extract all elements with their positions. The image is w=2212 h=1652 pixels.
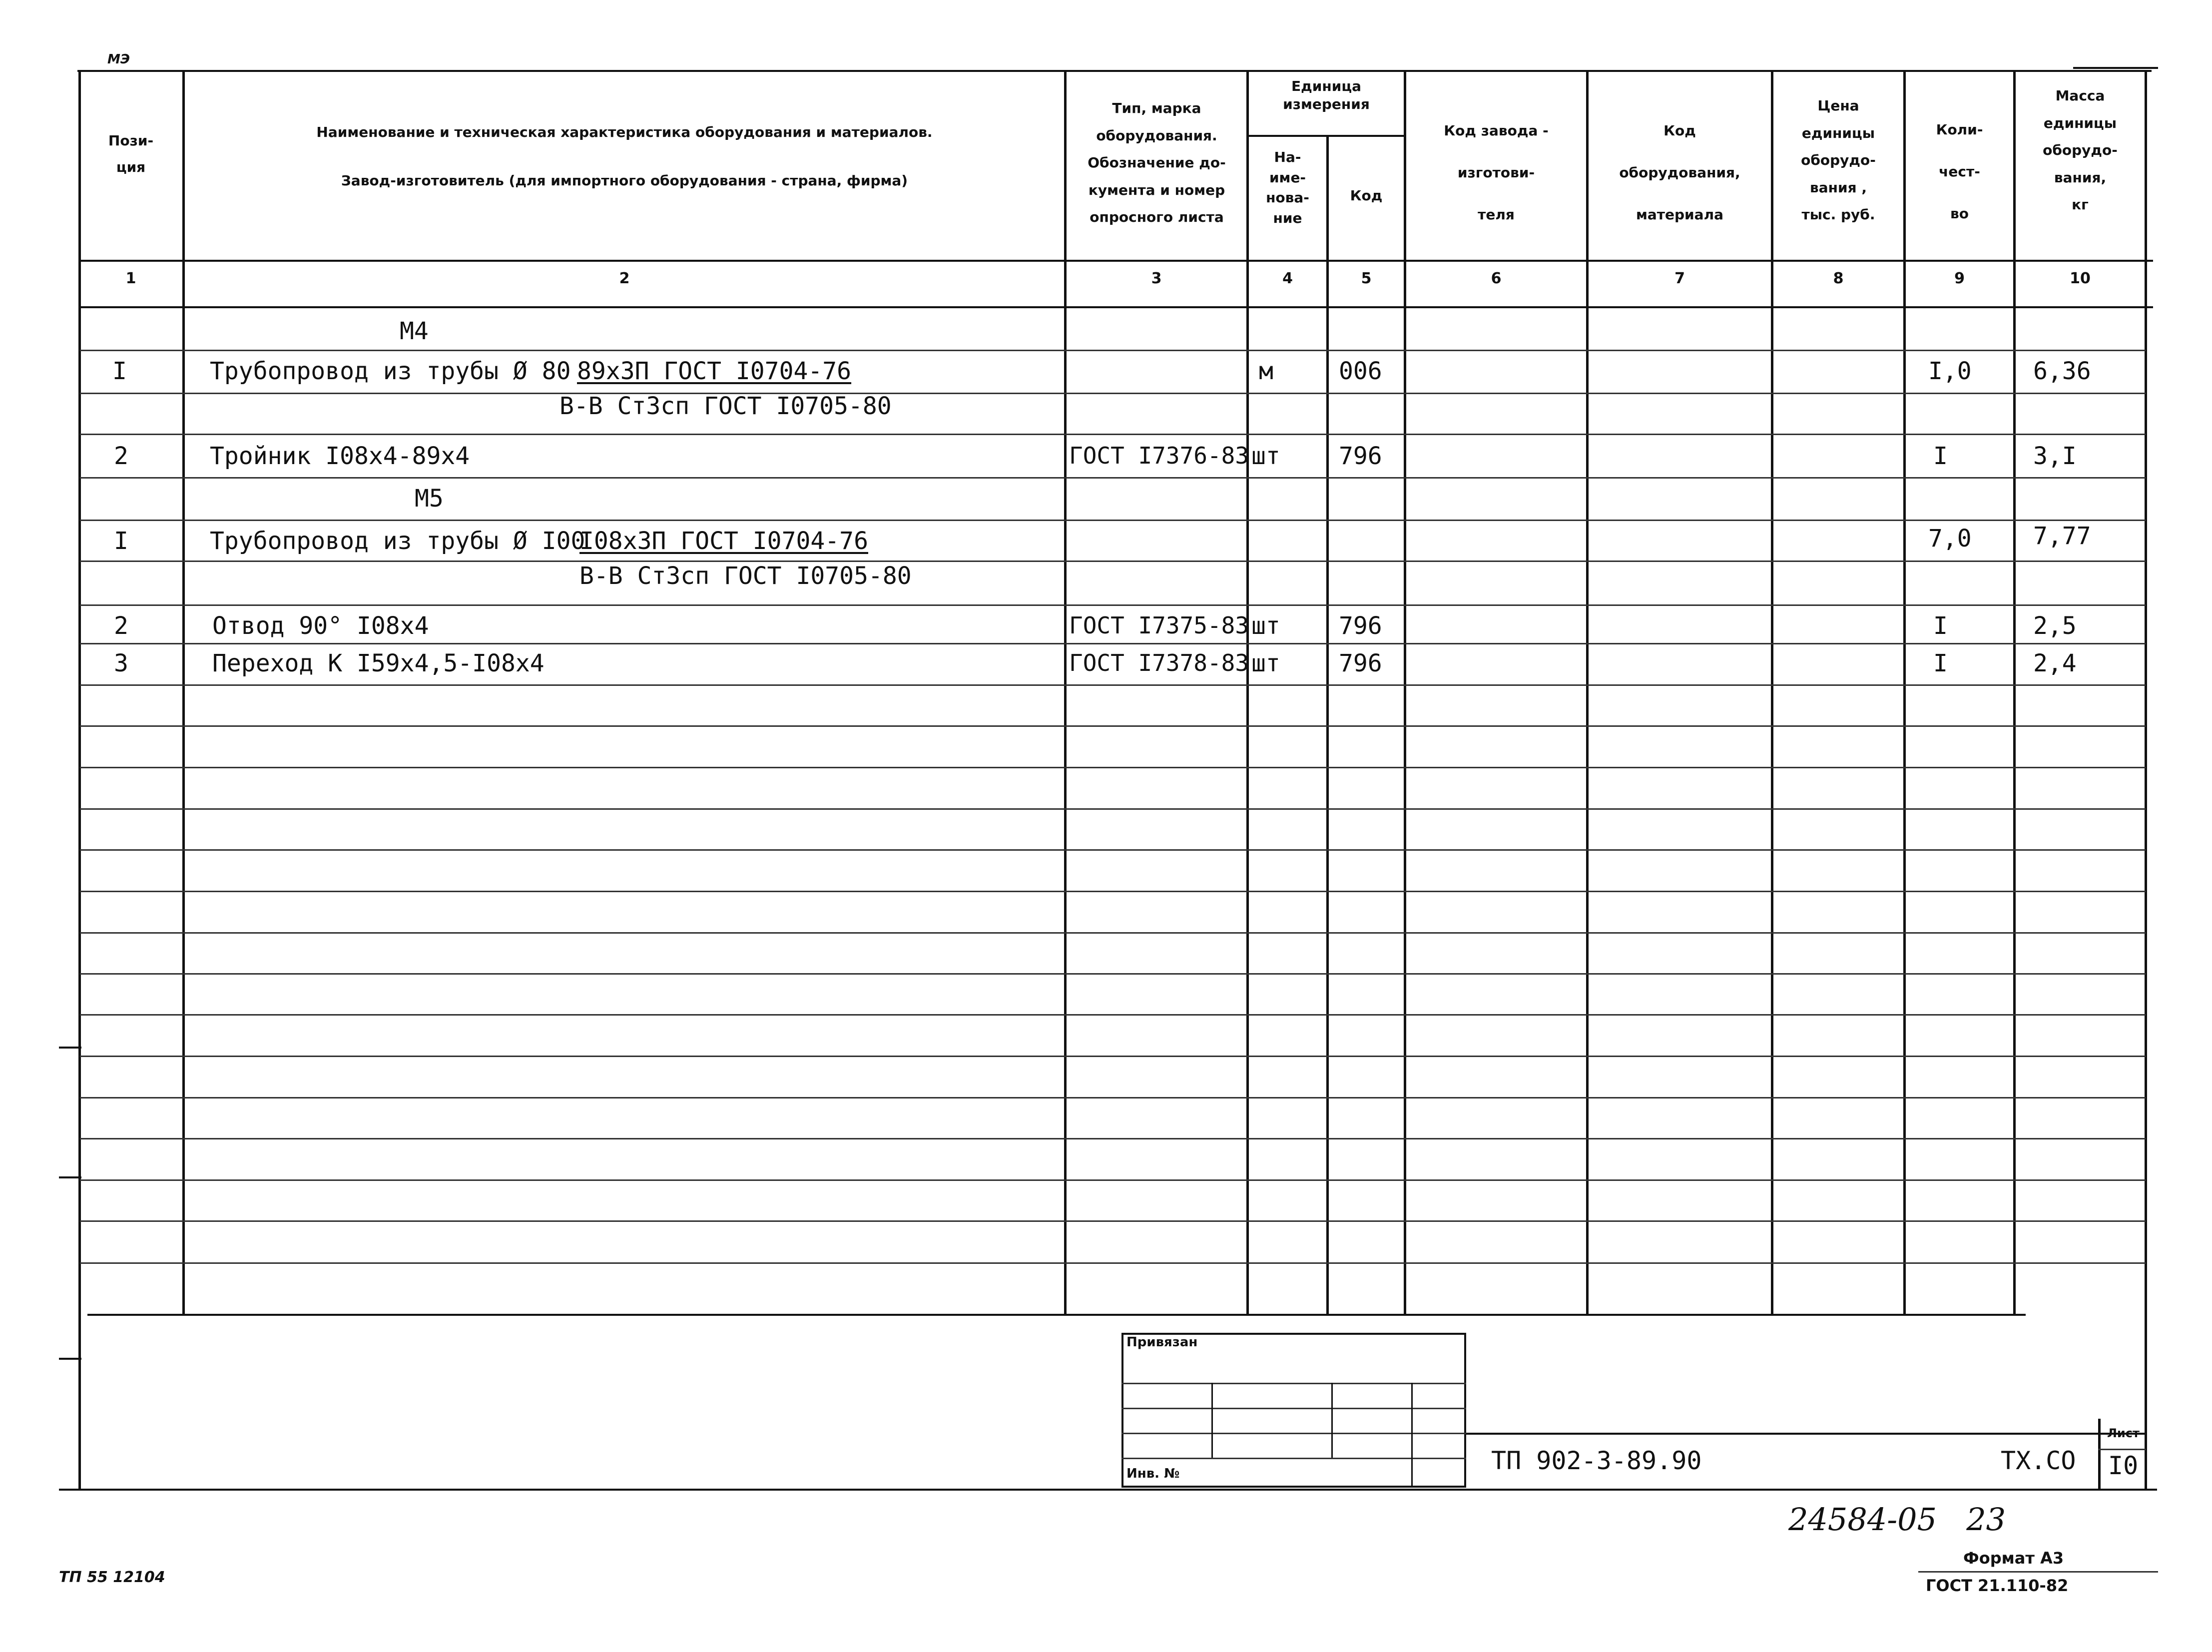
row-unit-code: 796 bbox=[1339, 649, 1382, 677]
handwritten-registration: 24584-05 23 bbox=[1788, 1501, 2006, 1538]
document-mark: ТХ.СО bbox=[2001, 1446, 2076, 1475]
row-name-underlined: I08х3П ГОСТ I0704-76 bbox=[579, 527, 868, 555]
row-name: Трубопровод из трубы Ø I00 bbox=[210, 527, 585, 555]
header-mass: Масса единицы оборудо- вания, кг bbox=[2043, 87, 2118, 213]
row-position: I bbox=[112, 357, 127, 385]
row-name: Трубопровод из трубы Ø 80 bbox=[210, 357, 571, 385]
header-unit-name: На- име- нова- ние bbox=[1266, 149, 1309, 226]
header-name-line2: Завод-изготовитель (для импортного оборудования - страна, фирма) bbox=[341, 172, 908, 189]
col-number: 10 bbox=[2070, 270, 2091, 287]
inventory-label: Инв. № bbox=[1126, 1466, 1180, 1481]
row-quantity: I bbox=[1933, 442, 1948, 470]
gost-label: ГОСТ 21.110-82 bbox=[1926, 1576, 2069, 1595]
col-number: 3 bbox=[1151, 270, 1162, 287]
header-price: Цена единицы оборудо- вания , тыс. руб. bbox=[1801, 97, 1876, 223]
row-name: В-В Ст3сп ГОСТ I0705-80 bbox=[559, 392, 892, 420]
row-name-underlined: 89х3П ГОСТ I0704-76 bbox=[577, 357, 852, 385]
header-type: Тип, марка оборудования. Обозначение до- кумента и номер опросного листа bbox=[1088, 100, 1226, 226]
row-position: 2 bbox=[114, 442, 128, 470]
col-number: 6 bbox=[1491, 270, 1502, 287]
sheet-label: Лист bbox=[2107, 1426, 2140, 1440]
row-unit-code: 006 bbox=[1339, 357, 1382, 385]
row-unit: шт bbox=[1251, 649, 1280, 677]
row-mass: 7,77 bbox=[2033, 522, 2091, 550]
row-document: ГОСТ I7376-83 bbox=[1069, 442, 1249, 469]
row-unit: шт bbox=[1251, 612, 1280, 640]
row-mass: 6,36 bbox=[2033, 357, 2091, 385]
row-position: 3 bbox=[114, 649, 128, 677]
row-quantity: I,0 bbox=[1928, 357, 1972, 385]
col-number: 4 bbox=[1282, 270, 1293, 287]
row-position: 2 bbox=[114, 612, 128, 640]
row-name: Переход К I59х4,5-I08х4 bbox=[212, 649, 545, 677]
header-position: Пози- ция bbox=[108, 132, 154, 176]
row-name: В-В Ст3сп ГОСТ I0705-80 bbox=[579, 562, 912, 590]
col-number: 8 bbox=[1833, 270, 1844, 287]
col-number: 2 bbox=[619, 270, 630, 287]
col-number: 7 bbox=[1674, 270, 1685, 287]
row-document: ГОСТ I7375-83 bbox=[1069, 612, 1249, 639]
row-name: М4 bbox=[400, 317, 429, 345]
row-name: Тройник I08х4-89х4 bbox=[210, 442, 470, 470]
row-document: ГОСТ I7378-83 bbox=[1069, 649, 1249, 676]
corner-mark: МЭ bbox=[107, 52, 130, 67]
row-quantity: I bbox=[1933, 649, 1948, 677]
row-name: Отвод 90° I08х4 bbox=[212, 612, 429, 640]
footer-code: ТП 55 12104 bbox=[59, 1569, 165, 1586]
row-mass: 3,I bbox=[2033, 442, 2077, 470]
row-quantity: 7,0 bbox=[1928, 525, 1972, 552]
document-code: ТП 902-3-89.90 bbox=[1491, 1446, 1702, 1475]
row-mass: 2,5 bbox=[2033, 612, 2077, 640]
row-name: М5 bbox=[415, 485, 444, 513]
row-unit: шт bbox=[1251, 442, 1280, 470]
attachment-box bbox=[1121, 1333, 1466, 1488]
row-quantity: I bbox=[1933, 612, 1948, 640]
row-unit-code: 796 bbox=[1339, 612, 1382, 640]
sheet-number: I0 bbox=[2108, 1451, 2139, 1480]
attached-label: Привязан bbox=[1126, 1335, 1198, 1350]
row-position: I bbox=[114, 527, 128, 555]
header-unit: Единица измерения bbox=[1283, 78, 1370, 113]
row-unit-code: 796 bbox=[1339, 442, 1382, 470]
row-unit: м bbox=[1259, 357, 1273, 385]
col-number: 9 bbox=[1954, 270, 1965, 287]
row-mass: 2,4 bbox=[2033, 649, 2077, 677]
header-quantity: Коли- чест- во bbox=[1936, 121, 1983, 222]
header-unit-code: Код bbox=[1350, 187, 1383, 204]
header-name-line1: Наименование и техническая характеристика оборудования и материалов. bbox=[316, 124, 933, 140]
col-number: 5 bbox=[1361, 270, 1372, 287]
col-number: 1 bbox=[125, 270, 136, 287]
format-label: Формат А3 bbox=[1963, 1549, 2064, 1568]
header-equipment-code: Код оборудования, материала bbox=[1619, 122, 1740, 223]
header-factory-code: Код завода - изготови- теля bbox=[1444, 122, 1549, 223]
